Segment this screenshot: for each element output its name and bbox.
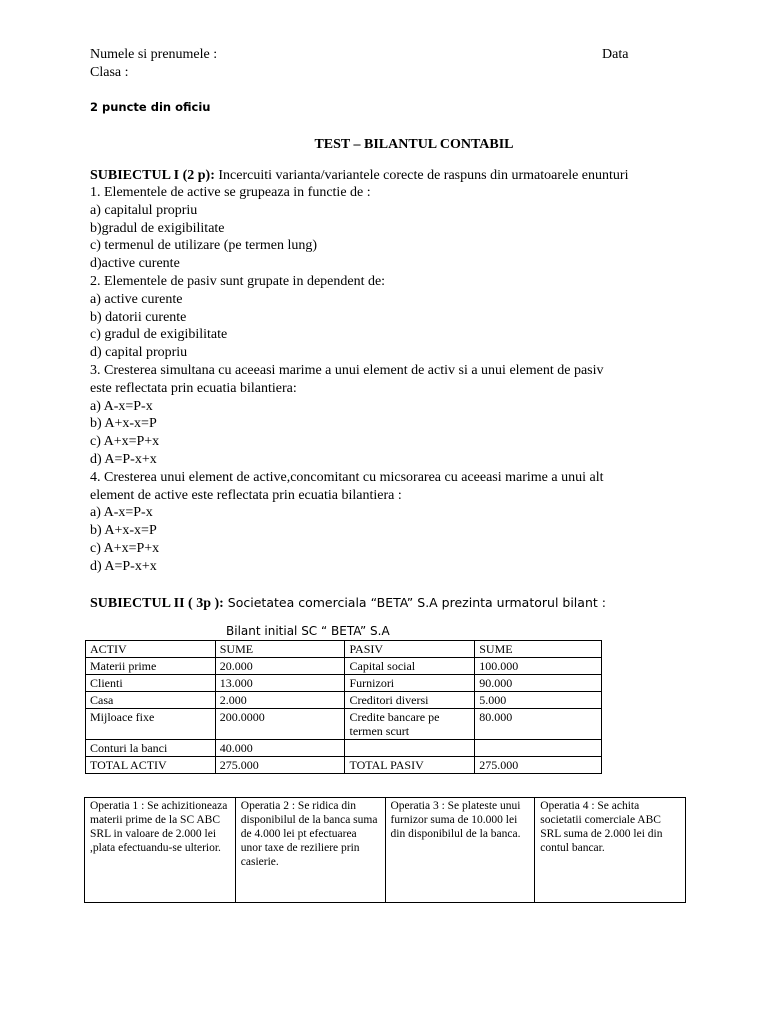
subject1-label: SUBIECTUL I (2 p): [90,168,215,183]
operation-2: Operatia 2 : Se ridica din disponibilul de la banca suma de 4.000 lei pt efectuarea unor taxe de reziliere prin casierie. [235,798,385,903]
question-line: a) A-x=P-x [90,505,153,521]
operation-1: Operatia 1 : Se achizitioneaza materii prime de la SC ABC SRL in valoare de 2.000 lei ,plata efectuandu-se ulterior. [85,798,236,903]
table-cell: Mijloace fixe [86,709,216,740]
operations-table [84,797,686,903]
question-line: c) gradul de exigibilitate [90,327,228,343]
question-line: c) A+x=P+x [90,540,160,556]
operation-3: Operatia 3 : Se plateste unui furnizor suma de 10.000 lei din disponibilul de la banca. [385,798,535,903]
question-line: c) A+x=P+x [90,434,160,450]
page-title: TEST – BILANTUL CONTABIL [314,137,514,152]
table-cell: 2.000 [215,692,345,709]
table-row [86,709,602,740]
operations-row [85,798,686,903]
question-line: d)active curente [90,256,180,272]
table-cell: Credite bancare pe termen scurt [345,709,475,740]
class-label: Clasa : [90,65,129,80]
subject1-instruction: Incercuiti varianta/variantele corecte de raspuns din urmatoarele enunturi [214,168,629,183]
question-line: b) A+x-x=P [90,416,157,432]
table-cell: Creditori diversi [345,692,475,709]
table-cell: Conturi la banci [86,740,216,757]
subject2-heading [90,594,606,613]
table-row [86,692,602,709]
question-line: este reflectata prin ecuatia bilantiera: [90,380,297,396]
table-cell: Clienti [86,675,216,692]
question-line: 1. Elementele de active se grupeaza in functie de : [90,185,371,200]
table-cell: 90.000 [475,675,602,692]
question-line: 2. Elementele de pasiv sunt grupate in dependent de: [90,273,386,289]
question-line: 4. Cresterea unui element de active,concomitant cu micsorarea cu aceeasi marime a unui alt [90,469,604,485]
subject2-text: Societatea comerciala “BETA” S.A prezinta urmatorul bilant : [223,595,606,610]
total-pasiv-value: 275.000 [475,757,602,774]
table-row [86,675,602,692]
question-line: d) A=P-x+x [90,558,157,574]
table-cell: 5.000 [475,692,602,709]
date-label: Data [602,47,629,62]
balance-caption: Bilant initial SC “ BETA” S.A [226,624,390,638]
header-sume-pasiv: SUME [475,641,602,658]
question-line: d) A=P-x+x [90,451,157,467]
office-points: 2 puncte din oficiu [90,100,211,114]
question-line: b)gradul de exigibilitate [90,220,225,236]
question-line: a) capitalul propriu [90,202,198,218]
subject2-label: SUBIECTUL II ( 3p ): [90,596,224,611]
question-line: a) active curente [90,291,183,307]
table-row [86,740,602,757]
table-total-row [86,757,602,774]
name-label: Numele si prenumele : [90,47,218,62]
question-line: 3. Cresterea simultana cu aceeasi marime a unui element de activ si a unui element de pasiv [90,362,604,378]
header-sume-activ: SUME [215,641,345,658]
table-cell [345,740,475,757]
total-pasiv-label: TOTAL PASIV [345,757,475,774]
question-line: b) A+x-x=P [90,523,157,539]
table-cell: Capital social [345,658,475,675]
table-cell: 40.000 [215,740,345,757]
subject1-heading [90,167,628,185]
table-cell: Casa [86,692,216,709]
table-cell [475,740,602,757]
header-pasiv: PASIV [345,641,475,658]
question-line: element de active este reflectata prin ecuatia bilantiera : [90,487,402,503]
subject1-questions [90,184,604,576]
total-activ-label: TOTAL ACTIV [86,757,216,774]
header-activ: ACTIV [86,641,216,658]
question-line: d) capital propriu [90,345,188,361]
table-cell: Furnizori [345,675,475,692]
table-cell: Materii prime [86,658,216,675]
table-row [86,658,602,675]
table-cell: 13.000 [215,675,345,692]
table-cell: 100.000 [475,658,602,675]
table-header-row [86,641,602,658]
total-activ-value: 275.000 [215,757,345,774]
operation-4: Operatia 4 : Se achita societatii comerciale ABC SRL suma de 2.000 lei din contul bancar. [535,798,686,903]
balance-table [85,640,602,774]
table-cell: 80.000 [475,709,602,740]
table-cell: 20.000 [215,658,345,675]
question-line: b) datorii curente [90,309,187,325]
table-cell: 200.0000 [215,709,345,740]
question-line: a) A-x=P-x [90,398,153,414]
question-line: c) termenul de utilizare (pe termen lung) [90,238,318,254]
